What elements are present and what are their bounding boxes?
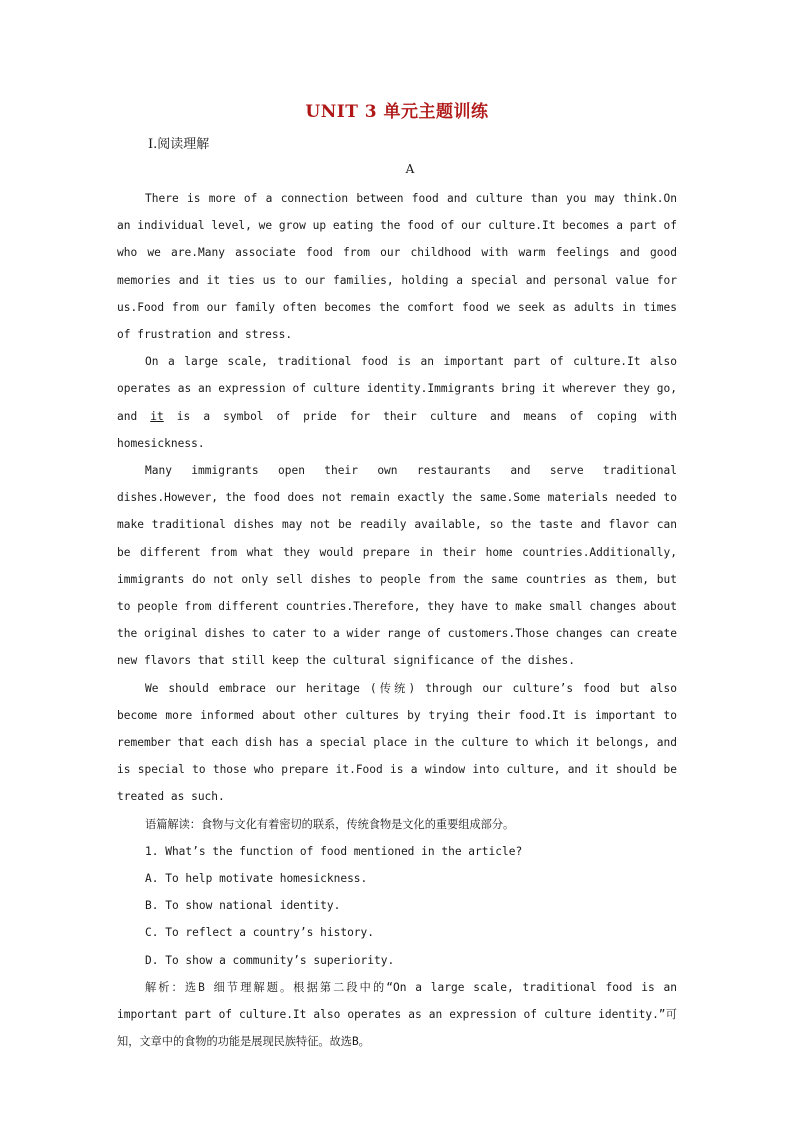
passage-label: A — [405, 162, 415, 176]
passage-paragraph-4: We should embrace our heritage (传统) through our culture’s food but also become more informed about other cultures by trying their food.It is important to remember that each dish has a special place in the culture to which it belongs, and is special to those who prepare it.Food is a window into culture, and it should be treated as such. — [117, 681, 677, 804]
question-option-a: A. To help motivate homesickness. — [145, 872, 368, 886]
paragraph-2-text-end: is a symbol of pride for their culture and means of coping with homesickness. — [117, 409, 677, 450]
passage-interpretation: 语篇解读：食物与文化有着密切的联系，传统食物是文化的重要组成部分。 — [145, 817, 515, 831]
document-title: UNIT 3 单元主题训练 — [305, 102, 489, 122]
paragraph-2-text-start: On a large scale, traditional food is an important part of culture.It also operates as an expression of culture identity.Immigrants bring it wherever they go, and — [117, 355, 677, 423]
question-option-b: B. To show national identity. — [145, 899, 341, 913]
passage-paragraph-2 — [117, 348, 677, 457]
passage-paragraph-3: Many immigrants open their own restaurants and serve traditional dishes.However, the food does not remain exactly the same.Some materials needed to make traditional dishes may not be readily available, so the taste and flavor can be different from what they would prepare in their home countries.Additionally, immigrants do not only sell dishes to people from the same countries as them, but to people from different countries.Therefore, they have to make small changes about the original dishes to cater to a wider range of customers.Those changes can create new flavors that still keep the cultural significance of the dishes. — [117, 464, 677, 668]
underlined-word: it — [150, 409, 164, 423]
question-option-c: C. To reflect a country’s history. — [145, 926, 375, 940]
passage-body — [117, 185, 677, 1056]
question-stem: 1. What’s the function of food mentioned in the article? — [145, 844, 523, 858]
passage-paragraph-1: There is more of a connection between food and culture than you may think.On an individual level, we grow up eating the food of our culture.It becomes a part of who we are.Many associate food from our childhood with warm feelings and good memories and it ties us to our families, holding a special and personal value for us.Food from our family often becomes the comfort food we seek as adults in times of frustration and stress. — [117, 192, 677, 342]
section-heading: Ⅰ.阅读理解 — [148, 137, 210, 152]
question-option-d: D. To show a community’s superiority. — [145, 953, 395, 967]
answer-analysis: 解析：选B 细节理解题。根据第二段中的“On a large scale, traditional food is an important part of culture.It also operates as an expression of culture identity.”可知，文章中的食物的功能是展现民族特征。故选B。 — [117, 980, 677, 1049]
